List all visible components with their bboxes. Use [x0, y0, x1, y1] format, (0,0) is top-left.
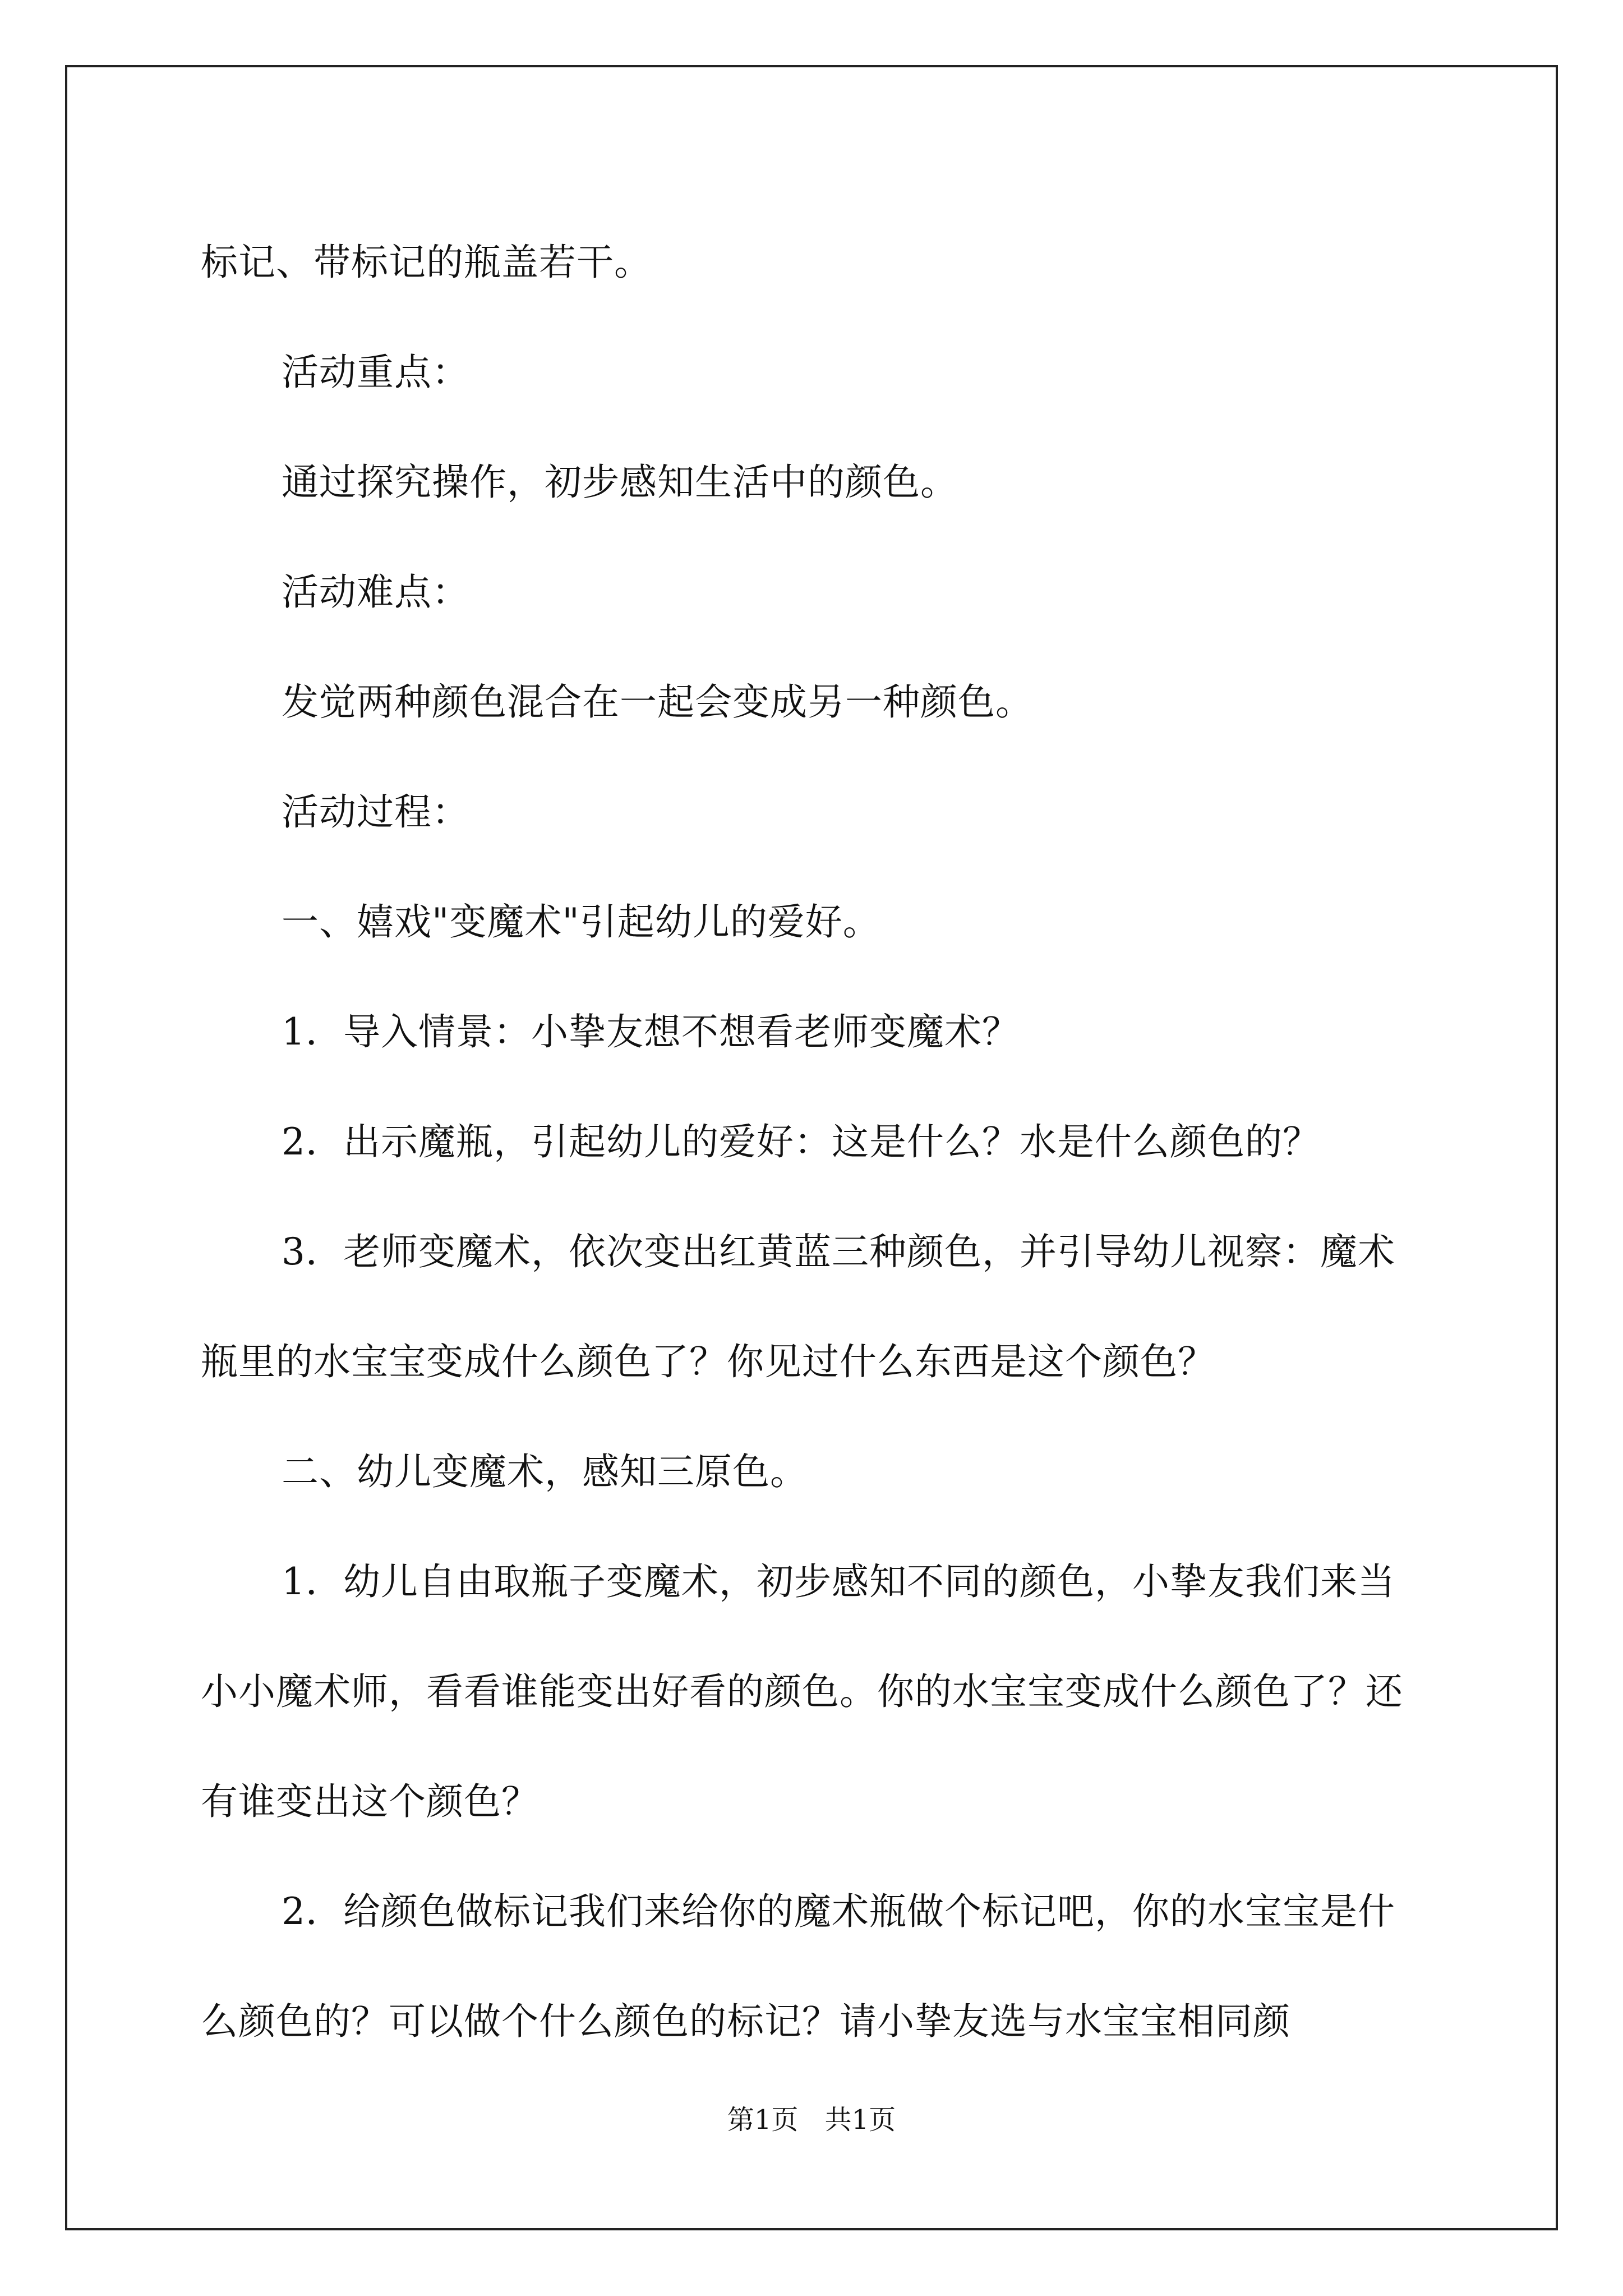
paragraph: 2．出示魔瓶，引起幼儿的爱好：这是什么？水是什么颜色的？	[282, 1120, 1320, 1163]
paragraph: 活动难点：	[282, 570, 469, 614]
paragraph: 活动重点：	[282, 351, 469, 394]
paragraph: 1．幼儿自由取瓶子变魔术，初步感知不同的颜色，小挚友我们来当小小魔术师，看看谁能变出好看的颜色。你的水宝宝变成什么颜色了？还有谁变出这个颜色？	[201, 1560, 1403, 1823]
paragraph: 发觉两种颜色混合在一起会变成另一种颜色。	[282, 680, 1033, 724]
paragraph: 3．老师变魔术，依次变出红黄蓝三种颜色，并引导幼儿视察：魔术瓶里的水宝宝变成什么颜色了？你见过什么东西是这个颜色？	[201, 1230, 1395, 1383]
page-footer	[0, 2098, 1623, 2137]
paragraph: 二、幼儿变魔术，感知三原色。	[282, 1450, 808, 1493]
paragraph: 通过探究操作，初步感知生活中的颜色。	[282, 461, 958, 504]
paragraph: 2．给颜色做标记我们来给你的魔术瓶做个标记吧，你的水宝宝是什么颜色的？可以做个什么颜色的标记？请小挚友选与水宝宝相同颜	[201, 1890, 1395, 2043]
page-number-current: 第1页	[727, 2104, 799, 2136]
document-body	[201, 208, 1429, 2077]
paragraph: 活动过程：	[282, 790, 469, 834]
paragraph: 标记、带标记的瓶盖若干。	[201, 241, 652, 284]
paragraph: 1．导入情景：小挚友想不想看老师变魔术？	[282, 1010, 1020, 1053]
page-number-total: 共1页	[824, 2104, 896, 2136]
paragraph: 一、嬉戏"变魔术"引起幼儿的爱好。	[282, 900, 880, 944]
